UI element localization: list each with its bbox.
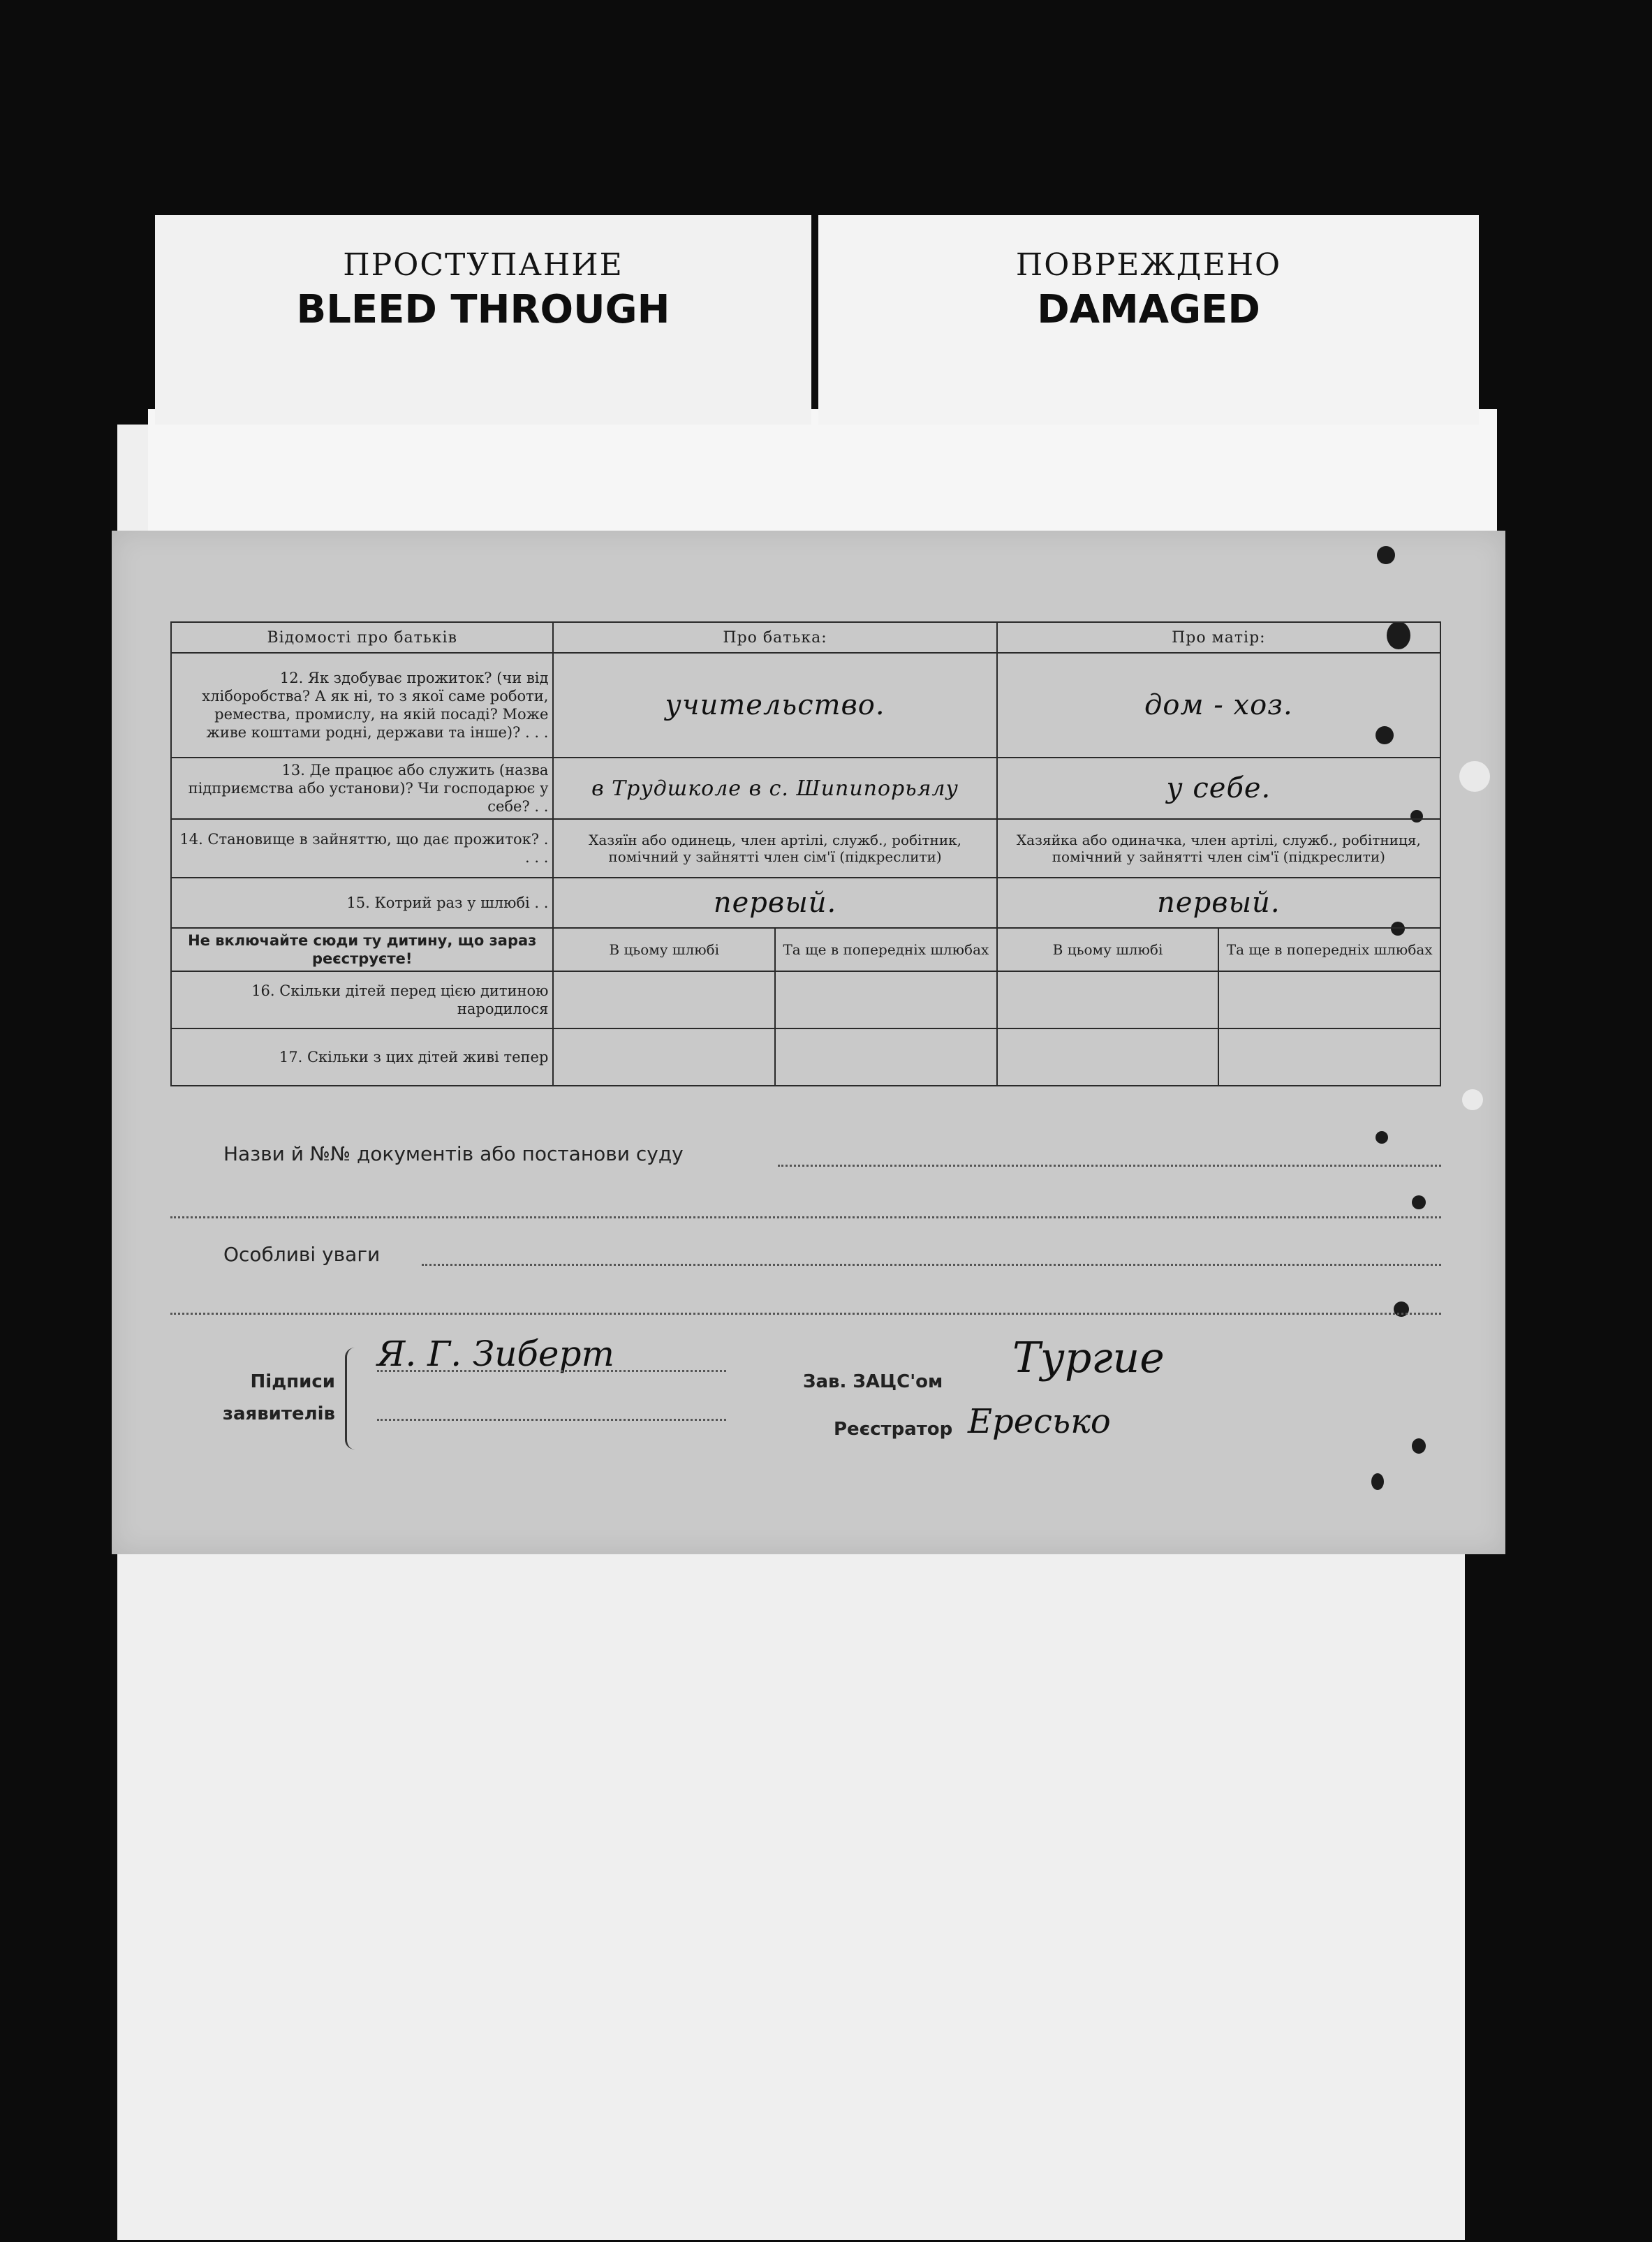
punch-hole [1462,1089,1483,1110]
father-this-marriage-header: В цьому шлюбі [553,928,775,971]
mother-workplace: у себе. [997,758,1440,819]
remarks-line [422,1264,1441,1266]
cell-16-mother-prev [1218,971,1440,1028]
question-15: 15. Котрий раз у шлюбі . . [171,878,553,928]
father-prev-marriage-header: Та ще в попередніх шлюбах [775,928,997,971]
father-marriage-count: первый. [553,878,996,928]
applicant-signature-line-2 [377,1419,726,1421]
father-livelihood: учительство. [553,653,996,758]
header-mother: Про матір: [997,622,1440,653]
mother-prev-marriage-header: Та ще в попередніх шлюбах [1218,928,1440,971]
cell-17-mother-this [997,1028,1219,1086]
remarks-line-2 [170,1313,1441,1315]
question-17: 17. Скільки з цих дітей живі тепер [171,1028,553,1086]
parents-info-table [170,621,1441,1086]
mother-this-marriage-header: В цьому шлюбі [997,928,1219,971]
applicants-label-line1: Підписи [250,1371,335,1392]
punch-hole [1459,761,1490,792]
punch-hole [1412,1195,1426,1209]
applicants-brace [345,1348,355,1450]
form-table-area [170,621,1441,1086]
punch-hole [1371,1473,1384,1490]
documents-label: Назви й №№ документів або постанови суду [223,1142,684,1165]
cell-17-father-this [553,1028,775,1086]
cell-16-father-prev [775,971,997,1028]
punch-hole [1377,546,1395,564]
father-position: Хазяїн або одинець, член артілі, служб., робітник, помічний у зайнятті член сім'ї (підкреслити) [553,819,996,878]
cell-17-father-prev [775,1028,997,1086]
mother-position: Хазяйка або одиначка, член артілі, служб., робітниця, помічний у зайнятті член сім'ї (підкреслити) [997,819,1440,878]
question-16: 16. Скільки дітей перед цією дитиною народилося [171,971,553,1028]
header-father: Про батька: [553,622,996,653]
punch-hole [1412,1438,1426,1454]
head-signature: Тургие [1012,1334,1165,1382]
applicants-label [209,1366,335,1430]
bleed-through-label [155,215,811,425]
question-12: 12. Як здобуває прожиток? (чи від хліборобства? А як ні, то з якої саме роботи, ремества, промислу, на якій посаді? Може живе коштами родні, держави та інше)? . . . [171,653,553,758]
label-right-en: DAMAGED [1037,287,1260,332]
children-note: Не включайте сюди ту дитину, що зараз реєструєте! [171,928,553,971]
label-left-ru: ПРОСТУПАНИЕ [343,247,624,283]
question-13: 13. Де працює або служить (назва підприємства або установи)? Чи господарює у себе? . . [171,758,553,819]
remarks-label: Особливі уваги [223,1243,381,1266]
question-14: 14. Становище в зайняттю, що дає прожиток? . . . . [171,819,553,878]
label-right-ru: ПОВРЕЖДЕНО [1015,247,1282,283]
cell-16-father-this [553,971,775,1028]
registrar-label: Реєстратор [834,1419,953,1440]
applicant-signature-line [377,1370,726,1372]
documents-line [778,1165,1441,1167]
cell-16-mother-this [997,971,1219,1028]
head-label: Зав. ЗАЦС'ом [803,1371,943,1392]
mother-livelihood: дом - хоз. [997,653,1440,758]
damaged-label [818,215,1479,425]
mother-marriage-count: первый. [997,878,1440,928]
cell-17-mother-prev [1218,1028,1440,1086]
punch-hole [1376,1131,1388,1144]
applicants-label-line2: заявителів [222,1403,335,1424]
documents-line-2 [170,1216,1441,1218]
applicant-signature: Я. Г. Зиберт [377,1334,614,1374]
header-info: Відомості про батьків [171,622,553,653]
birth-record-form [112,531,1505,1554]
label-left-en: BLEED THROUGH [296,287,670,332]
registrar-signature: Ересько [968,1402,1111,1441]
father-workplace: в Трудшколе в с. Шипипорьялу [553,758,996,819]
